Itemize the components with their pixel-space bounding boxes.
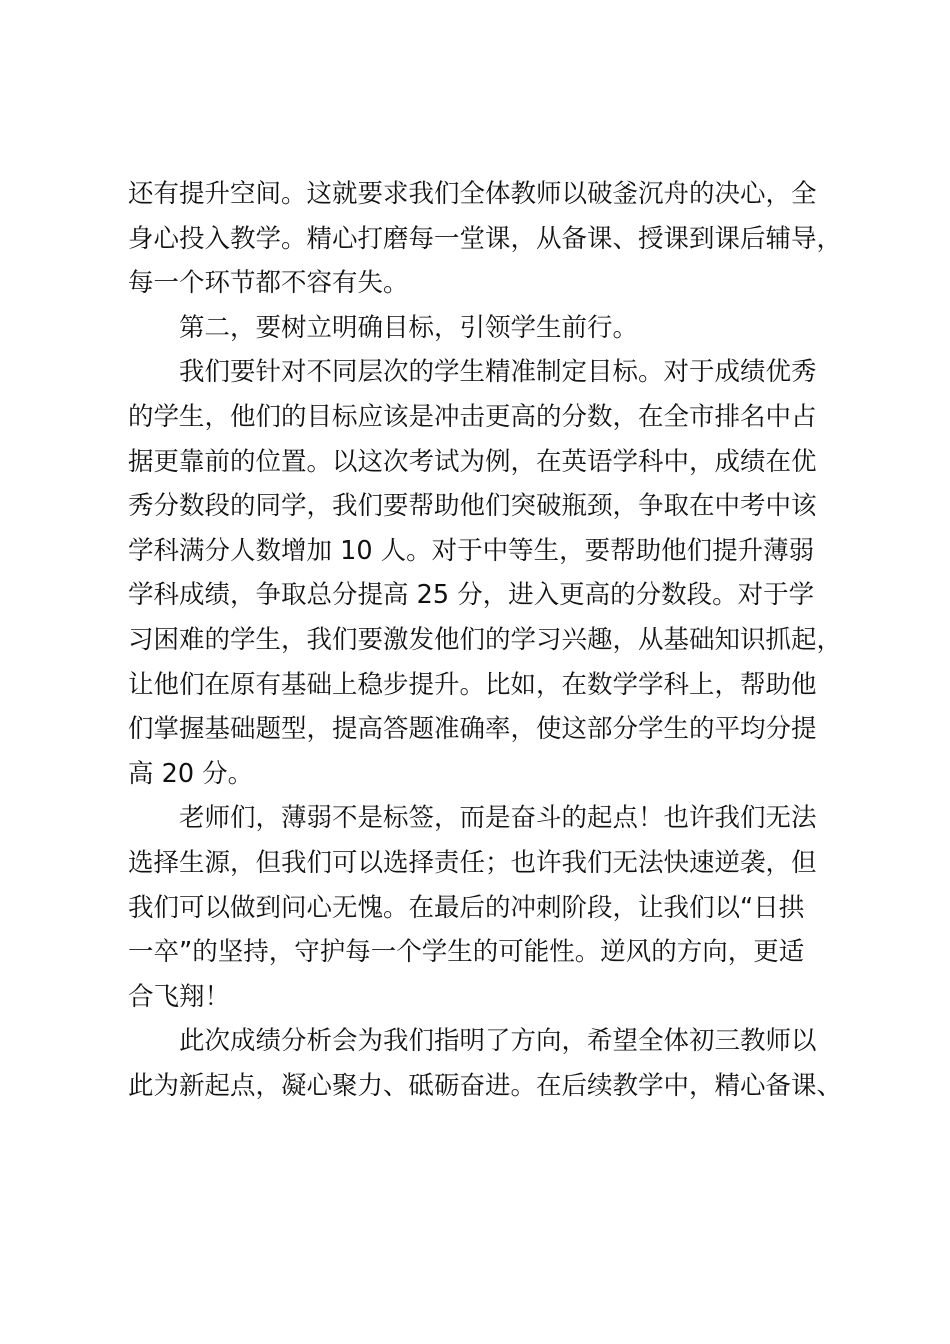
- text-line: 高 20 分。: [128, 758, 254, 789]
- text-line: 还有提升空间。这就要求我们全体教师以破釜沉舟的决心，全: [128, 179, 817, 209]
- text-line: 秀分数段的同学，我们要帮助他们突破瓶颈，争取在中考中该: [128, 491, 817, 522]
- text-line: 每一个环节都不容有失。: [128, 268, 409, 299]
- text-line: 合飞翔！: [128, 981, 231, 1012]
- text-line: 一卒”的坚持，守护每一个学生的可能性。逆风的方向，更适: [128, 937, 805, 968]
- text-line: 此次成绩分析会为我们指明了方向，希望全体初三教师以: [179, 1026, 817, 1057]
- text-line: 我们可以做到问心无愧。在最后的冲刺阶段，让我们以“日拱: [128, 892, 805, 923]
- text-line: 学科成绩，争取总分提高 25 分，进入更高的分数段。对于学: [128, 580, 815, 611]
- document-body: [128, 172, 856, 1108]
- text-line: 身心投入教学。精心打磨每一堂课，从备课、授课到课后辅导，: [128, 223, 843, 254]
- text-line: 老师们，薄弱不是标签，而是奋斗的起点！也许我们无法: [179, 803, 817, 834]
- text-line: 学科满分人数增加 10 人。对于中等生，要帮助他们提升薄弱: [128, 535, 815, 566]
- text-line: 习困难的学生，我们要激发他们的学习兴趣，从基础知识抓起，: [128, 624, 843, 655]
- section-heading: 第二，要树立明确目标，引领学生前行。: [179, 312, 639, 343]
- text-line: 们掌握基础题型，提高答题准确率，使这部分学生的平均分提: [128, 714, 817, 745]
- text-line: 此为新起点，凝心聚力、砥砺奋进。在后续教学中，精心备课、: [128, 1070, 843, 1101]
- text-line: 选择生源，但我们可以选择责任；也许我们无法快速逆袭，但: [128, 847, 817, 878]
- text-line: 据更靠前的位置。以这次考试为例，在英语学科中，成绩在优: [128, 446, 817, 477]
- text-line: 我们要针对不同层次的学生精准制定目标。对于成绩优秀: [179, 357, 817, 388]
- text-line: 让他们在原有基础上稳步提升。比如，在数学学科上，帮助他: [128, 669, 817, 700]
- text-line: 的学生，他们的目标应该是冲击更高的分数，在全市排名中占: [128, 401, 817, 432]
